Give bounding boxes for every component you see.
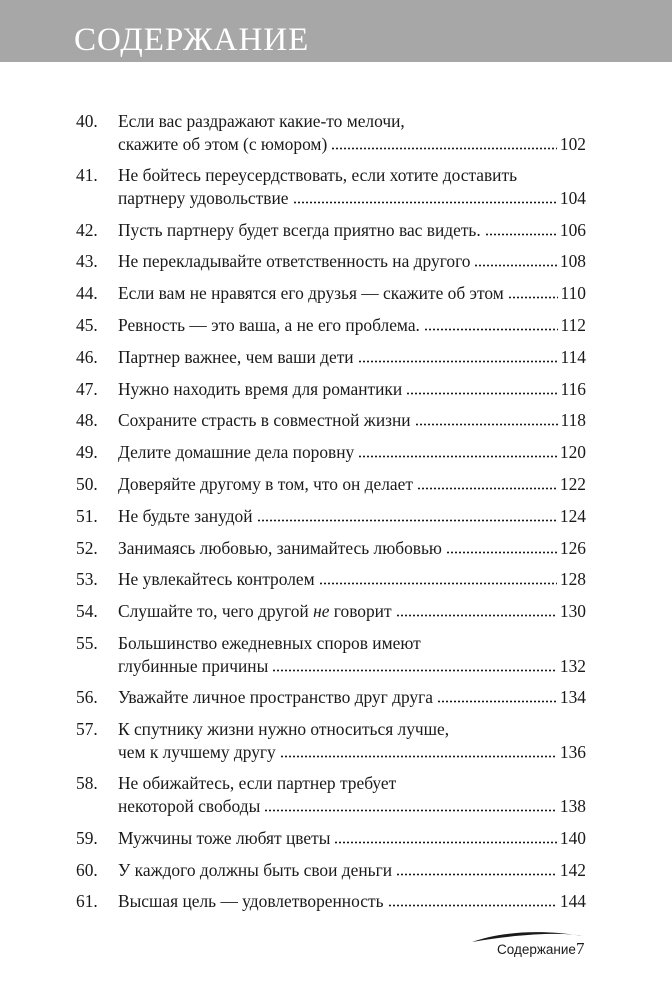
toc-entry-title: Ревность — это ваша, а не его проблема. <box>118 315 420 335</box>
toc-entry-page: 116 <box>560 378 586 399</box>
toc-entry-title: Нужно находить время для романтики <box>118 378 403 399</box>
toc-entry-line <box>118 409 586 431</box>
toc-entry-title: Мужчины тоже любят цветы <box>118 827 331 848</box>
toc-entry-number: 49. <box>76 442 98 463</box>
emphasis-text: не <box>313 601 330 622</box>
toc-entry-title: Пусть партнеру будет всегда приятно вас видеть. <box>118 219 481 240</box>
toc-entry-line <box>118 795 586 817</box>
toc-entry-number: 56. <box>76 687 98 708</box>
toc-entry-title: Высшая цель — удовлетворенность <box>118 891 384 912</box>
toc-entry-title: партнеру удовольствие <box>118 187 289 208</box>
toc-entry-line <box>118 505 586 527</box>
toc-entry-title: Не будьте занудой <box>118 505 253 526</box>
toc-entry-line <box>118 473 586 495</box>
toc-entry-page: 132 <box>559 655 586 676</box>
toc-entry-title: Не перекладывайте ответственность на другого <box>118 251 471 272</box>
dot-leader <box>257 519 557 522</box>
toc-entry-line <box>118 686 586 708</box>
toc-entry-number: 61. <box>76 891 98 912</box>
dot-leader <box>331 147 557 150</box>
toc-entry-number: 42. <box>76 219 98 240</box>
toc-entry-page: 108 <box>559 251 586 272</box>
toc-entry-page: 124 <box>559 505 586 526</box>
toc-entry-number: 50. <box>76 474 98 494</box>
toc-entry-number: 48. <box>76 410 98 431</box>
toc-entry-line <box>118 718 586 740</box>
toc-entry-line <box>118 219 586 241</box>
dot-leader <box>396 873 557 876</box>
toc-entry-line <box>118 378 586 400</box>
toc-entry-number: 40. <box>76 111 98 131</box>
dot-leader <box>406 392 557 395</box>
toc-entry-page: 130 <box>559 601 586 622</box>
dot-leader <box>358 455 557 458</box>
toc-entry-number: 44. <box>76 283 98 304</box>
toc-entry-line <box>118 282 586 304</box>
dot-leader <box>264 809 557 812</box>
toc-entry-number: 45. <box>76 315 98 335</box>
toc-entry-line <box>118 827 586 849</box>
toc-entry-title: Доверяйте другому в том, что он делает <box>118 474 413 494</box>
toc-entry-line <box>118 346 586 368</box>
toc-entry-page: 102 <box>559 133 586 154</box>
toc-entry-title: Большинство ежедневных споров имеют <box>118 633 421 653</box>
toc-entry-page: 110 <box>560 283 586 304</box>
toc-entry-number: 54. <box>76 601 98 622</box>
toc-entry-number: 58. <box>76 773 98 794</box>
page-footer <box>470 928 610 968</box>
toc-entry-page: 104 <box>559 187 586 208</box>
toc-entry-line <box>118 110 586 132</box>
toc-entry-line <box>118 187 586 209</box>
toc-entry-page: 134 <box>559 687 586 708</box>
toc-entry-page: 118 <box>560 410 586 431</box>
toc-entry-title: Слушайте то, чего другой не говорит <box>118 601 392 622</box>
toc-entry-title: К спутнику жизни нужно относиться лучше, <box>118 719 450 740</box>
dot-leader <box>319 582 557 585</box>
toc-entry-page: 120 <box>559 442 586 463</box>
toc-entry-number: 52. <box>76 537 98 558</box>
dot-leader <box>293 201 557 204</box>
toc-entry-title: Не увлекайтесь контролем <box>118 569 315 590</box>
footer-page-number: 7 <box>576 939 585 958</box>
toc-entry-number: 53. <box>76 569 98 590</box>
toc-entry-title: Не обижайтесь, если партнер требует <box>118 773 397 794</box>
toc-entry-title: некоторой свободы <box>118 795 261 816</box>
dot-leader <box>508 296 558 299</box>
toc-entry-title: Занимаясь любовью, занимайтесь любовью <box>118 537 442 558</box>
toc-entry-title: Уважайте личное пространство друг друга <box>118 687 433 708</box>
toc-entry-page: 114 <box>560 346 586 367</box>
toc-entry-page: 136 <box>559 741 586 762</box>
toc-entry-title: Партнер важнее, чем ваши дети <box>118 346 354 367</box>
toc-entry-page: 122 <box>559 474 586 494</box>
toc-entry-title: Если вам не нравятся его друзья — скажите об этом <box>118 283 504 304</box>
dot-leader <box>280 755 557 758</box>
toc-entry-line <box>118 133 586 155</box>
page-title: СОДЕРЖАНИЕ <box>74 22 310 58</box>
toc-entry-number: 57. <box>76 719 98 740</box>
toc-entry-line <box>118 250 586 272</box>
dot-leader <box>485 233 557 236</box>
toc-entry-line <box>118 632 586 654</box>
toc-entry-number: 47. <box>76 378 98 399</box>
toc-entry-number: 59. <box>76 827 98 848</box>
toc-entry-title: Сохраните страсть в совместной жизни <box>118 410 411 431</box>
dot-leader <box>446 551 557 554</box>
toc-entry-line <box>118 890 586 912</box>
toc-entry-line <box>118 568 586 590</box>
dot-leader <box>437 700 557 703</box>
footer-section-label: Содержание <box>497 942 576 957</box>
toc-entry-number: 43. <box>76 251 98 272</box>
toc-entry-line <box>118 741 586 763</box>
toc-entry-number: 41. <box>76 165 98 186</box>
toc-entry-title: Если вас раздражают какие-то мелочи, <box>118 111 405 131</box>
toc-entry-number: 51. <box>76 505 98 526</box>
toc-entry-line <box>118 772 586 794</box>
toc-entry-page: 144 <box>559 891 586 912</box>
toc-entry-title: Не бойтесь переусердствовать, если хотите доставить <box>118 165 518 186</box>
toc-entry-title: глубинные причины <box>118 655 269 676</box>
dot-leader <box>334 841 557 844</box>
toc-entry-page: 140 <box>559 827 586 848</box>
toc-entry-line <box>118 600 586 622</box>
toc-entry-line <box>118 859 586 881</box>
toc-entry-title: скажите об этом (с юмором) <box>118 133 328 154</box>
toc-entry-page: 138 <box>559 795 586 816</box>
toc-entry-title: У каждого должны быть свои деньги <box>118 859 393 880</box>
toc-entry-page: 128 <box>559 569 586 590</box>
dot-leader <box>272 669 557 672</box>
dot-leader <box>358 360 558 363</box>
toc-entry-number: 55. <box>76 633 98 653</box>
dot-leader <box>415 423 558 426</box>
toc-entry-title: Делите домашние дела поровну <box>118 442 355 463</box>
toc-entry-page: 112 <box>560 315 586 335</box>
dot-leader <box>417 487 557 490</box>
toc-entry-title: чем к лучшему другу <box>118 741 276 762</box>
toc-entry-page: 142 <box>559 859 586 880</box>
dot-leader <box>396 614 557 617</box>
toc-entry-number: 60. <box>76 859 98 880</box>
toc-entry-line <box>118 655 586 677</box>
toc-entry-line <box>118 537 586 559</box>
toc-entry-page: 106 <box>559 219 586 240</box>
toc-entry-page: 126 <box>559 537 586 558</box>
dot-leader <box>388 904 557 907</box>
toc-entry-line <box>118 164 586 186</box>
dot-leader <box>474 264 556 267</box>
toc-entry-number: 46. <box>76 346 98 367</box>
toc-entry-line <box>118 314 586 336</box>
toc-entry-line <box>118 441 586 463</box>
dot-leader <box>424 328 558 331</box>
